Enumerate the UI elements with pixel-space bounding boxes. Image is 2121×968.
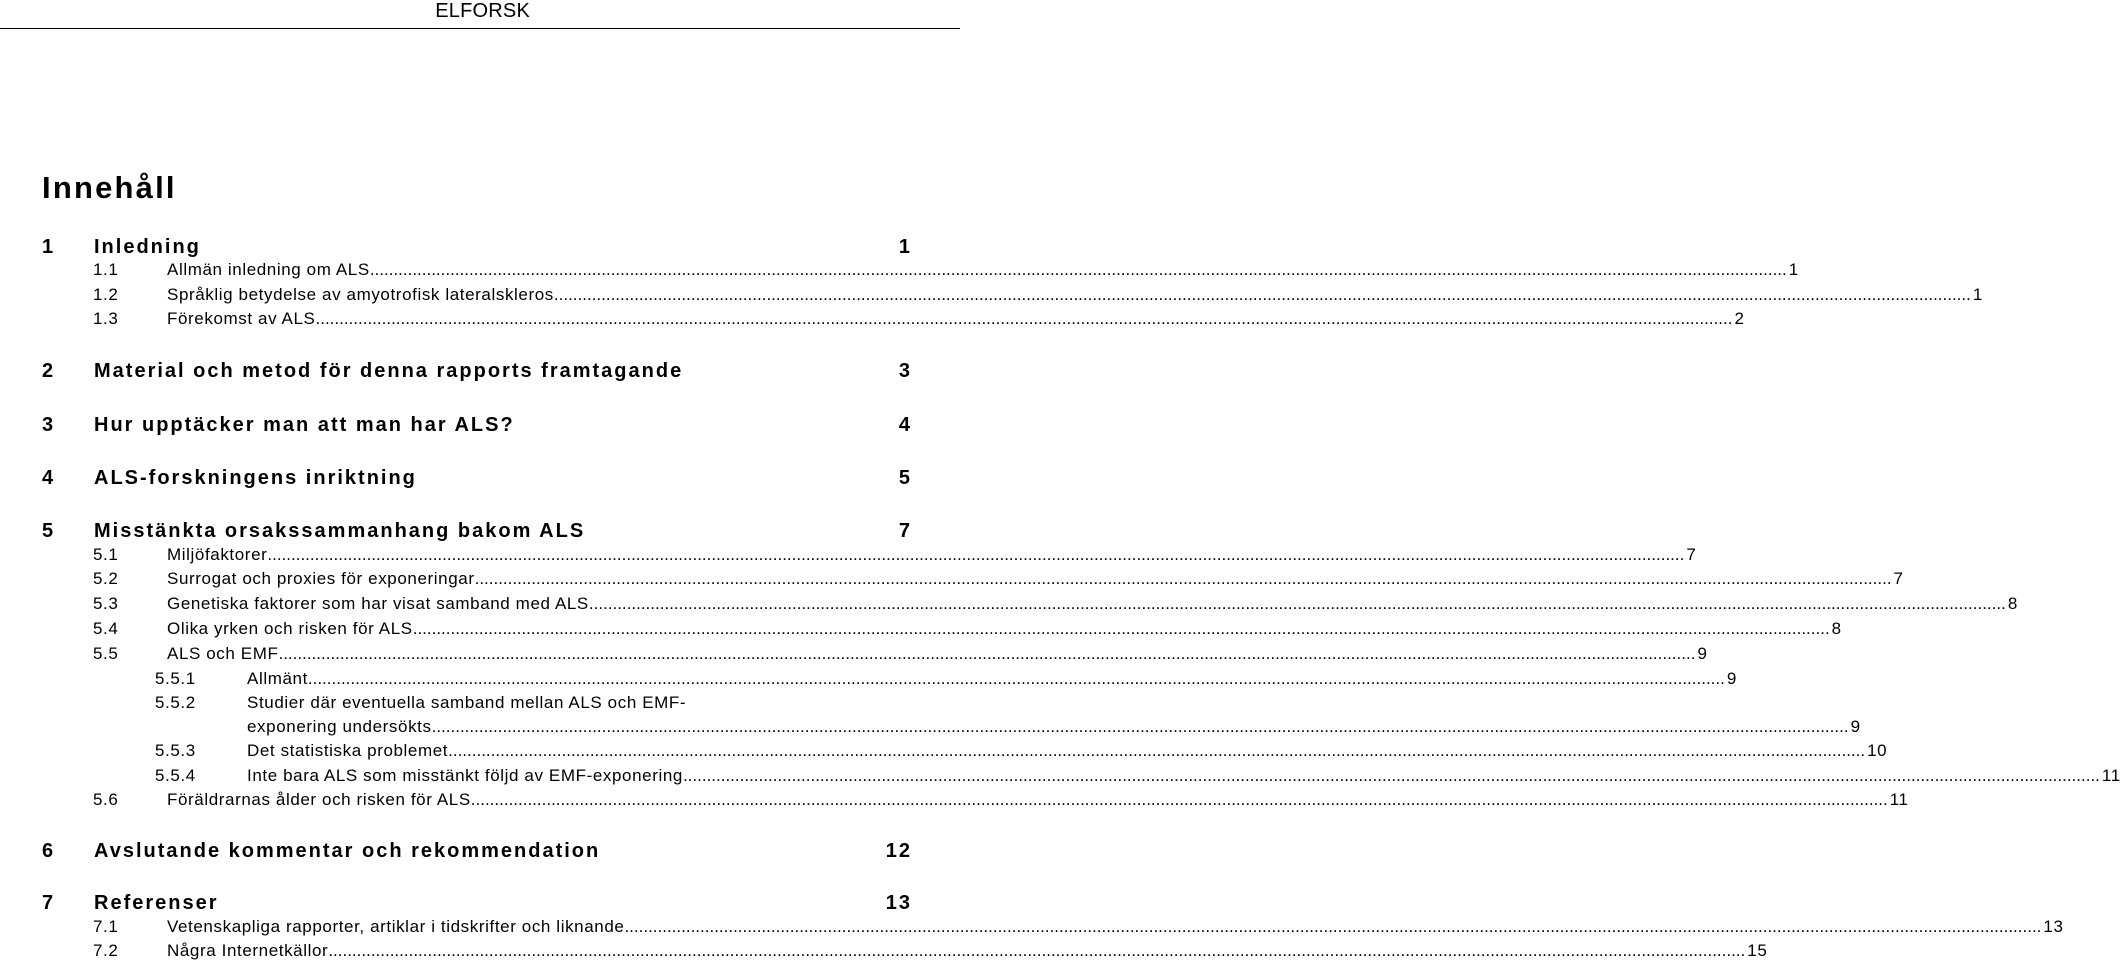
- toc-entry-title: Några Internetkällor: [167, 941, 329, 960]
- toc-entry[interactable]: [155, 669, 1737, 693]
- dot-leader: ............................................................................................................................................................................................................................................................................................................: [307, 669, 1725, 688]
- toc-entry[interactable]: [93, 569, 1904, 593]
- toc-entry[interactable]: [93, 790, 1909, 814]
- toc-entry-number: 1: [42, 236, 56, 258]
- toc-entry-title: Inte bara ALS som misstänkt följd av EMF-exponering: [247, 766, 683, 785]
- toc-entry-page: 13: [2043, 917, 2064, 936]
- toc-entry-title: Hur upptäcker man att man har ALS?: [94, 414, 515, 436]
- toc-entry-page: 1: [1972, 285, 1983, 304]
- toc-entry-title: exponering undersökts: [247, 717, 432, 736]
- header-title: ELFORSK: [435, 0, 530, 22]
- toc-entry-page: 4: [898, 414, 912, 436]
- toc-entry[interactable]: [93, 941, 1768, 965]
- toc-entry-number: 7: [42, 892, 56, 914]
- toc-entry-number: 5.6: [93, 790, 119, 809]
- toc-entry-title: Material och metod för denna rapports framtagande: [94, 360, 684, 382]
- toc-entry[interactable]: [42, 840, 912, 864]
- toc-entry-number: 6: [42, 840, 56, 862]
- toc-entry-page: 1: [898, 236, 912, 258]
- toc-entry-title: Språklig betydelse av amyotrofisk lateralskleros: [167, 285, 554, 304]
- toc-entry[interactable]: [93, 285, 1983, 309]
- toc-entry-page: 9: [1697, 644, 1708, 663]
- toc-entry-page: 1: [1788, 260, 1799, 279]
- toc-entry-number: 5.4: [93, 619, 119, 638]
- toc-entry-title: Misstänkta orsakssammanhang bakom ALS: [94, 520, 586, 542]
- toc-entry-title: Inledning: [94, 236, 201, 258]
- toc-entry-page: 7: [898, 520, 912, 542]
- toc-entry-title: Referenser: [94, 892, 219, 914]
- toc-entry-number: 5.3: [93, 594, 119, 613]
- toc-entry-number: 4: [42, 467, 56, 489]
- toc-entry-number: 5.5.4: [155, 766, 196, 785]
- toc-entry[interactable]: [42, 360, 912, 384]
- toc-entry-number: 5.5.1: [155, 669, 196, 688]
- toc-entry-title: Avslutande kommentar och rekommendation: [94, 840, 601, 862]
- toc-entry-number: 7.1: [93, 917, 119, 936]
- toc-entry-title: Allmänt: [247, 669, 308, 688]
- toc-entry-title: Genetiska faktorer som har visat samband med ALS: [167, 594, 589, 613]
- toc-entry[interactable]: [93, 260, 1799, 284]
- dot-leader: ............................................................................................................................................................................................................................................................................................................: [474, 569, 1892, 588]
- toc-entry[interactable]: [155, 717, 1861, 741]
- toc-entry-title: Surrogat och proxies för exponeringar: [167, 569, 475, 588]
- toc-entry-page: 11: [1889, 790, 1909, 809]
- toc-entry-title: Vetenskapliga rapporter, artiklar i tidskrifter och liknande: [167, 917, 625, 936]
- toc-entry-page: 7: [1686, 545, 1697, 564]
- toc-entry[interactable]: [93, 594, 2018, 618]
- dot-leader: ............................................................................................................................................................................................................................................................................................................: [682, 766, 2100, 785]
- toc-entry-number: 2: [42, 360, 56, 382]
- toc-entry[interactable]: [93, 309, 1745, 333]
- toc-entry-title: Det statistiska problemet: [247, 741, 449, 760]
- dot-leader: ............................................................................................................................................................................................................................................................................................................: [315, 309, 1733, 328]
- toc-entry-number: 5: [42, 520, 56, 542]
- toc-entry[interactable]: [93, 545, 1697, 569]
- toc-entry-number: 5.1: [93, 545, 119, 564]
- dot-leader: ............................................................................................................................................................................................................................................................................................................: [624, 917, 2042, 936]
- toc-entry-page: 3: [898, 360, 912, 382]
- dot-leader: ............................................................................................................................................................................................................................................................................................................: [553, 285, 1971, 304]
- toc-entry[interactable]: [42, 236, 912, 260]
- toc-entry[interactable]: [42, 520, 912, 544]
- toc-entry[interactable]: [155, 693, 912, 717]
- toc-entry-page: 5: [898, 467, 912, 489]
- toc-entry[interactable]: [42, 467, 912, 491]
- toc-entry[interactable]: [155, 766, 2121, 790]
- toc-entry-title: Föräldrarnas ålder och risken för ALS: [167, 790, 471, 809]
- dot-leader: ............................................................................................................................................................................................................................................................................................................: [267, 545, 1685, 564]
- toc-entry[interactable]: [42, 892, 912, 916]
- toc-entry-page: 8: [1831, 619, 1842, 638]
- dot-leader: ............................................................................................................................................................................................................................................................................................................: [588, 594, 2006, 613]
- toc-entry[interactable]: [155, 741, 1888, 765]
- toc-entry-title: Miljöfaktorer: [167, 545, 268, 564]
- dot-leader: ............................................................................................................................................................................................................................................................................................................: [470, 790, 1888, 809]
- toc-entry-title: Allmän inledning om ALS: [167, 260, 370, 279]
- toc-entry-number: 1.3: [93, 309, 119, 328]
- toc-entry-number: 1.2: [93, 285, 119, 304]
- toc-entry-page: 12: [885, 840, 912, 862]
- toc-entry-number: 5.5: [93, 644, 119, 663]
- toc-entry[interactable]: [42, 414, 912, 438]
- toc-entry-page: 10: [1867, 741, 1888, 760]
- toc-entry-page: 9: [1850, 717, 1861, 736]
- toc-entry-page: 2: [1734, 309, 1745, 328]
- toc-entry-title: Olika yrken och risken för ALS: [167, 619, 413, 638]
- toc-entry-page: 9: [1726, 669, 1737, 688]
- toc-entry-page: 15: [1747, 941, 1768, 960]
- toc-entry[interactable]: [93, 619, 1842, 643]
- dot-leader: ............................................................................................................................................................................................................................................................................................................: [278, 644, 1696, 663]
- toc-entry-page: 13: [885, 892, 912, 914]
- toc-entry-page: 11: [2101, 766, 2121, 785]
- toc-entry-page: 8: [2007, 594, 2018, 613]
- toc-entry-page: 7: [1893, 569, 1904, 588]
- dot-leader: ............................................................................................................................................................................................................................................................................................................: [328, 941, 1746, 960]
- dot-leader: ............................................................................................................................................................................................................................................................................................................: [369, 260, 1787, 279]
- dot-leader: ............................................................................................................................................................................................................................................................................................................: [448, 741, 1866, 760]
- toc-entry[interactable]: [93, 917, 2064, 941]
- toc-entry-title: Studier där eventuella samband mellan ALS och EMF-: [247, 693, 687, 712]
- toc-entry-number: 5.5.2: [155, 693, 196, 712]
- toc-entry-number: 7.2: [93, 941, 119, 960]
- toc-entry-title: Förekomst av ALS: [167, 309, 316, 328]
- toc-entry-number: 1.1: [93, 260, 119, 279]
- toc-entry-number: 5.2: [93, 569, 119, 588]
- toc-entry[interactable]: [93, 644, 1708, 668]
- toc-entry-number: 5.5.3: [155, 741, 196, 760]
- toc-entry-title: ALS-forskningens inriktning: [94, 467, 417, 489]
- dot-leader: ............................................................................................................................................................................................................................................................................................................: [431, 717, 1849, 736]
- toc-entry-number: 3: [42, 414, 56, 436]
- toc-entry-title: ALS och EMF: [167, 644, 279, 663]
- toc-heading: Innehåll: [42, 170, 177, 205]
- dot-leader: ............................................................................................................................................................................................................................................................................................................: [412, 619, 1830, 638]
